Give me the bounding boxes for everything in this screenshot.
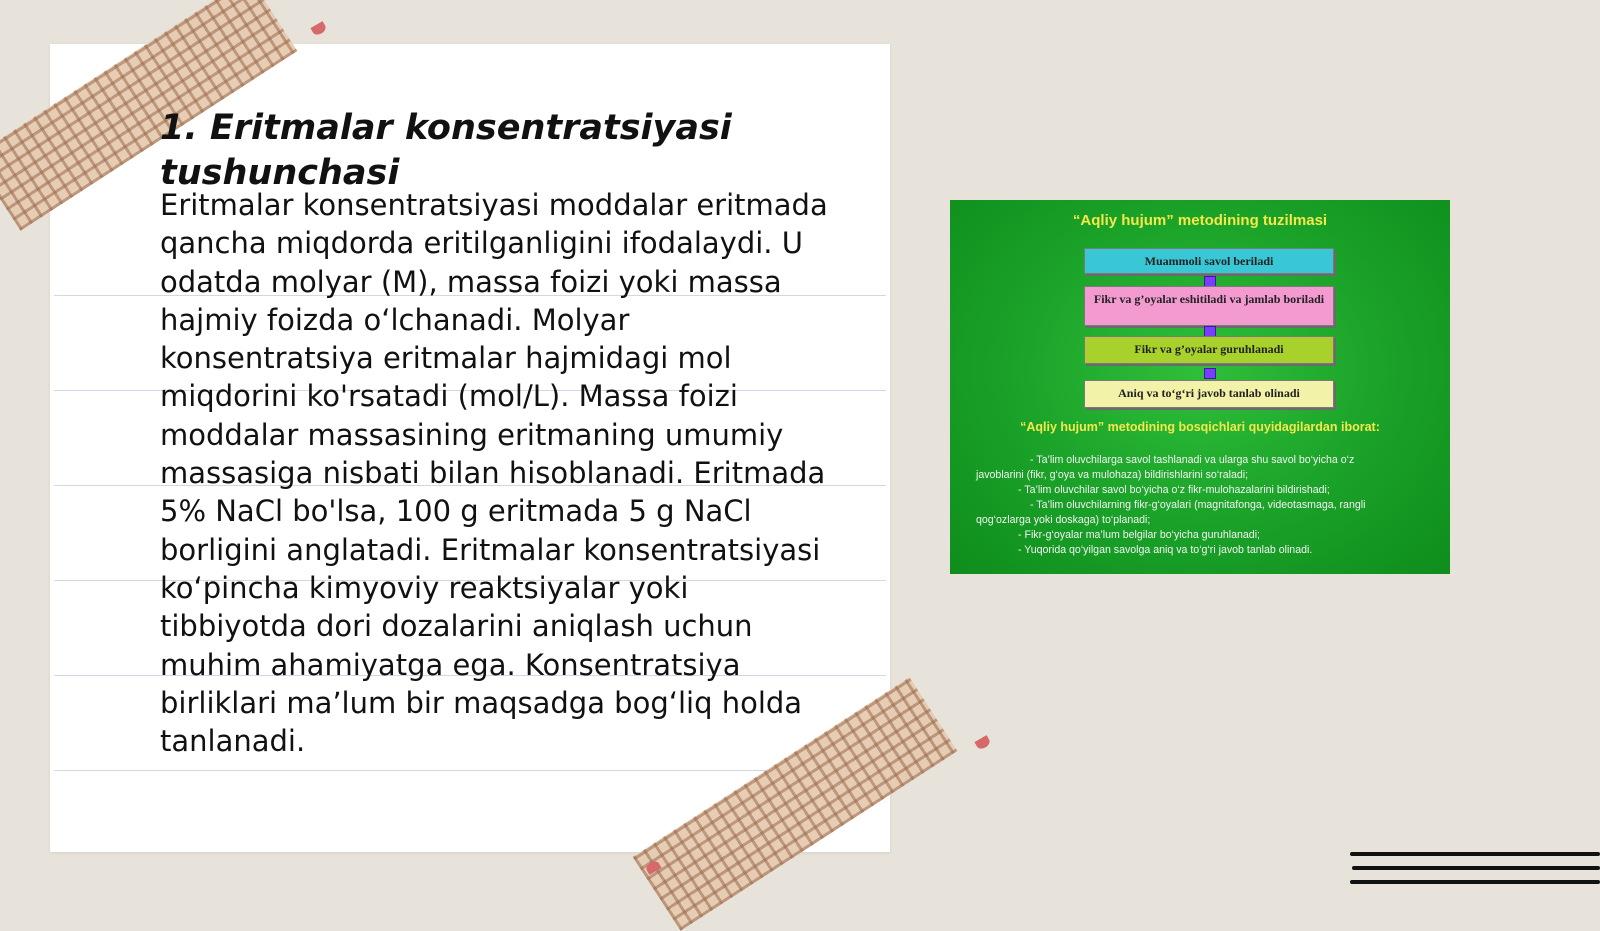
- tape-end-accent: [974, 735, 991, 751]
- slide-body-text: Eritmalar konsentratsiyasi moddalar eritmada qancha miqdorda eritilganligini ifodalaydi. U odatda molyar (M), massa foizi yoki massa hajmiy foizda o‘lchanadi. Molyar konsentratsiya eritmalar hajmidagi mol miqdorini ko'rsatadi (mol/L). Massa foizi moddalar massasining eritmaning umumiy massasiga nisbati bilan hisoblanadi. Eritmada 5% NaCl bo'lsa, 100 g eritmada 5 g NaCl borligini anglatadi. Eritmalar konsentratsiyasi ko‘pincha kimyoviy reaktsiyalar yoki tibbiyotda dori dozalarini aniqlash uchun muhim ahamiyatga ega. Konsentratsiya birliklari ma’lum bir maqsadga bog‘liq holda tanlanadi.: [160, 188, 828, 759]
- list-item: - Ta’lim oluvchilarga savol tashlanadi va ularga shu savol bo‘yicha o‘z: [1030, 454, 1355, 466]
- diagram-step-3: Fikr va g’oyalar guruhlanadi: [1084, 336, 1334, 364]
- list-item: - Yuqorida qo‘yilgan savolga aniq va to‘g‘ri javob tanlab olinadi.: [1018, 544, 1313, 556]
- diagram-step-2: Fikr va g’oyalar eshitiladi va jamlab boriladi: [1084, 286, 1334, 326]
- decorative-line: [1350, 880, 1600, 884]
- diagram-subtitle: “Aqliy hujum” metodining bosqichlari quyidagilardan iborat:: [1020, 420, 1380, 434]
- tape-end-accent: [310, 21, 327, 37]
- list-item: - Ta’lim oluvchilarning fikr-g‘oyalari (magnitafonga, videotasmaga, rangli: [1030, 499, 1366, 511]
- paper-rule: [54, 770, 886, 771]
- diagram-title: “Aqliy hujum” metodining tuzilmasi: [1072, 212, 1328, 229]
- list-item: qog‘ozlarga yoki doskaga) to‘planadi;: [976, 514, 1151, 526]
- diagram-step-4: Aniq va to‘g‘ri javob tanlab olinadi: [1084, 380, 1334, 408]
- slide-title: 1. Eritmalar konsentratsiyasi tushunchasi: [160, 108, 732, 193]
- decorative-line: [1352, 866, 1600, 870]
- decorative-lines: [1350, 850, 1600, 890]
- brainstorm-diagram-image: [950, 200, 1450, 574]
- list-item: javoblarini (fikr, g‘oya va mulohaza) bildirishlarini so‘raladi;: [976, 469, 1249, 481]
- list-item: - Fikr-g‘oyalar ma’lum belgilar bo‘yicha guruhlanadi;: [1018, 529, 1260, 541]
- list-item: - Ta’lim oluvchilar savol bo‘yicha o‘z fikr-mulohazalarini bildirishadi;: [1018, 484, 1330, 496]
- down-arrow-icon: [1204, 368, 1216, 379]
- diagram-step-1: Muammoli savol beriladi: [1084, 248, 1334, 274]
- decorative-line: [1350, 852, 1600, 856]
- diagram-steps-list: [976, 453, 1436, 558]
